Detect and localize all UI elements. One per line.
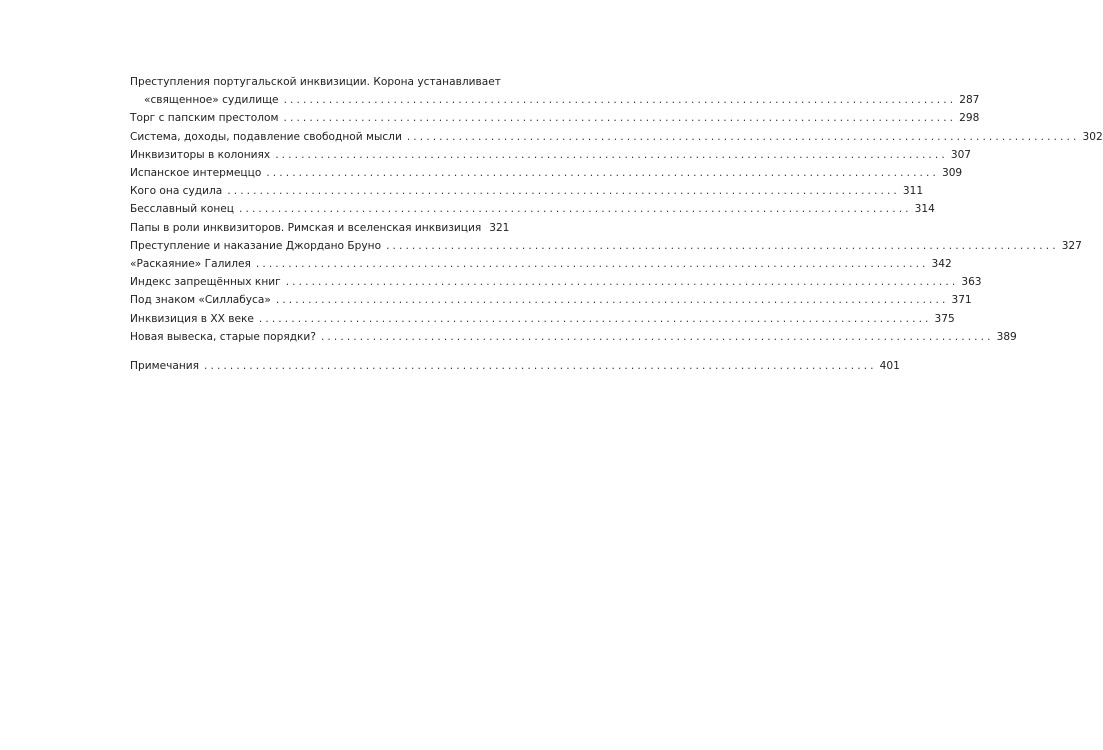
toc-entry[interactable]: [130, 128, 1103, 146]
toc-entry-title: «священное» судилище: [144, 94, 279, 107]
toc-page-number: 327: [1061, 239, 1082, 252]
toc-entry[interactable]: [130, 109, 980, 127]
dot-leader: ........................................................................................................: [285, 276, 959, 289]
table-of-contents: [130, 73, 1103, 375]
toc-page-number: 298: [959, 112, 980, 125]
toc-page-number: 375: [934, 312, 955, 325]
toc-entry-title: Папы в роли инквизиторов. Римская и вселенская инквизиция: [130, 221, 482, 234]
toc-entry-title: Инквизиторы в колониях: [130, 148, 271, 161]
dot-leader: ........................................................................................................: [283, 112, 957, 125]
dot-leader: ........................................................................................................: [204, 360, 877, 373]
dot-leader: ........................................................................................................: [406, 130, 1080, 143]
toc-entry[interactable]: [130, 200, 935, 218]
toc-page-number: 307: [950, 148, 972, 161]
dot-leader: ........................................................................................................: [239, 203, 912, 216]
dot-leader: ........................................................................................................: [255, 258, 929, 271]
toc-page-number: 302: [1082, 130, 1103, 143]
toc-entry-title: Торг с папским престолом: [130, 112, 279, 125]
dot-leader: ........................................................................................................: [266, 167, 939, 180]
toc-entry-title: Преступление и наказание Джордано Бруно: [130, 239, 382, 252]
toc-entry[interactable]: [130, 328, 1017, 346]
dot-leader: ........................................................................................................: [275, 148, 948, 161]
dot-leader: ........................................................................................................: [258, 312, 932, 325]
toc-entry-title: Инквизиция в XX веке: [130, 312, 254, 325]
toc-entry[interactable]: [130, 164, 963, 182]
toc-page-number: 401: [879, 360, 900, 373]
toc-entry-title: Под знаком «Силлабуса»: [130, 294, 271, 307]
toc-entry-title: Кого она судила: [130, 185, 223, 198]
dot-leader: ........................................................................................................: [320, 330, 994, 343]
toc-entry-title: Индекс запрещённых книг: [130, 276, 281, 289]
toc-entry-title: Примечания: [130, 360, 200, 373]
toc-page-number: 371: [951, 294, 972, 307]
toc-entry-notes[interactable]: [130, 357, 900, 375]
toc-page-number: 363: [961, 276, 982, 289]
toc-page-number: 389: [996, 330, 1017, 343]
toc-page-number: 311: [902, 185, 924, 198]
dot-leader: ........................................................................................................: [275, 294, 949, 307]
toc-entry-title: Испанское интермеццо: [130, 167, 262, 180]
toc-entry-title: «Раскаяние» Галилея: [130, 258, 251, 271]
section-gap: [130, 346, 487, 357]
toc-page-number: 314: [914, 203, 935, 216]
dot-leader: ........................................................................................................: [386, 239, 1059, 252]
toc-page-number: 321: [489, 221, 510, 234]
toc-entry[interactable]: [130, 219, 510, 237]
toc-entry-title: Система, доходы, подавление свободной мысли: [130, 130, 402, 143]
toc-entry[interactable]: [130, 73, 980, 109]
toc-entry[interactable]: [130, 237, 1082, 255]
toc-page-number: 342: [931, 258, 952, 271]
toc-entry[interactable]: [130, 273, 982, 291]
toc-entry-title-line1: Преступления португальской инквизиции. Корона устанавливает: [130, 76, 501, 88]
dot-leader: ........................................................................................................: [283, 94, 957, 107]
dot-leader: ........................................................................................................: [227, 185, 900, 198]
toc-entry[interactable]: [130, 310, 955, 328]
toc-page-number: 309: [941, 167, 963, 180]
toc-entry-title: Новая вывеска, старые порядки?: [130, 330, 316, 343]
toc-entry[interactable]: [130, 255, 952, 273]
toc-entry[interactable]: [130, 146, 972, 164]
toc-entry[interactable]: [130, 182, 924, 200]
toc-page-number: 287: [959, 94, 980, 107]
toc-entry[interactable]: [130, 291, 972, 309]
toc-entry-title: Бесславный конец: [130, 203, 235, 216]
